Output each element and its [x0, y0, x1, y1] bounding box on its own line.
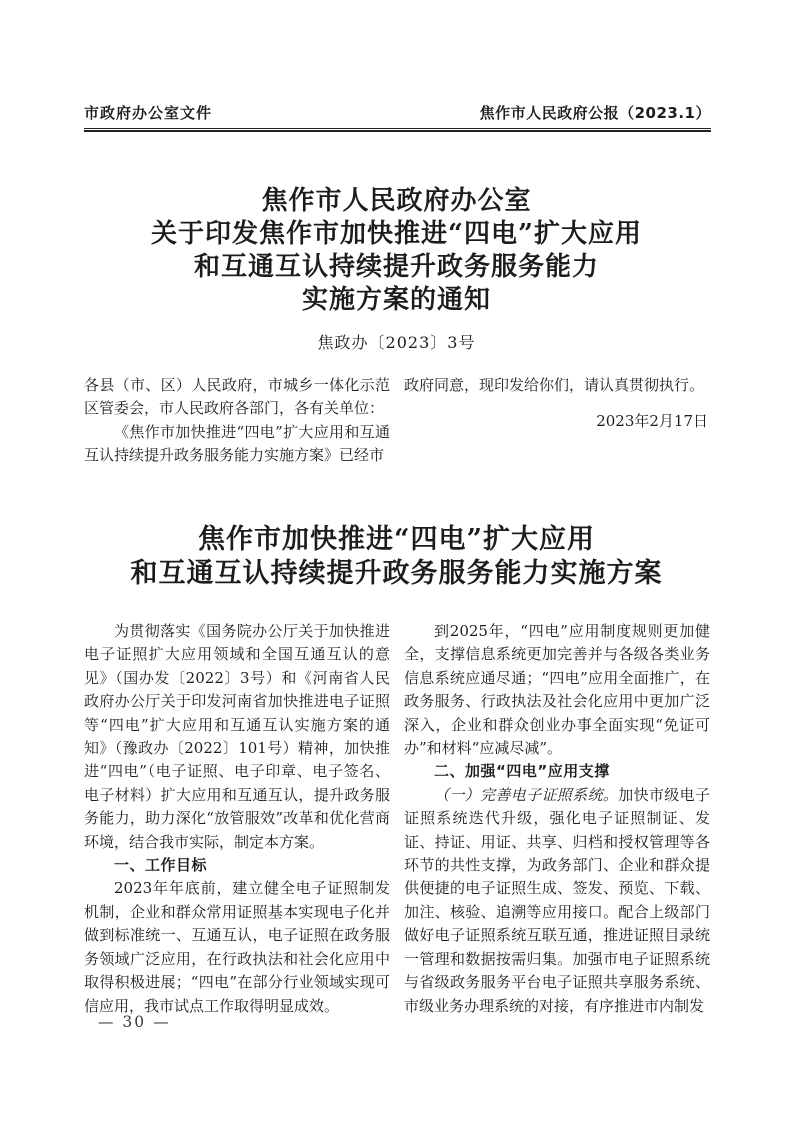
- plan-paragraph-3: 到2025年，“四电”应用制度规则更加健全，支撑信息系统更加完善并与各级各类业务信息系统应通尽通；“四电”应用全面推广，在政务服务、行政执法及社会化应用中更加广泛深入，企业和群众创业办事全面实现“免证可办”和材料“应减尽减”。: [404, 622, 710, 758]
- notice-title-line-1: 焦作市人民政府办公室: [261, 186, 532, 216]
- plan-title-line-2: 和互通互认持续提升政务服务能力实施方案: [130, 558, 663, 589]
- plan-title-line-1: 焦作市加快推进“四电”扩大应用: [197, 524, 596, 555]
- plan-left-column: [84, 620, 390, 1018]
- notice-title-line-2: 关于印发焦作市加快推进“四电”扩大应用: [151, 219, 642, 249]
- page-number: — 30 —: [98, 1013, 171, 1031]
- plan-paragraph-4: [404, 784, 710, 1018]
- notice-left-column: [84, 374, 390, 468]
- notice-title-line-3: 和互通互认持续提升政务服务能力: [193, 252, 599, 282]
- plan-section-heading-1: 一、工作目标: [114, 856, 208, 875]
- plan-section-heading-2: 二、加强“四电”应用支撑: [434, 762, 610, 781]
- notice-date: 2023年2月17日: [596, 412, 708, 431]
- header-divider: [84, 128, 711, 132]
- notice-salutation: 各县（市、区）人民政府，市城乡一体化示范区管委会，市人民政府各部门，各有关单位：: [84, 376, 390, 418]
- doc-number: 焦政办〔2023〕3号: [317, 333, 476, 352]
- plan-paragraph-4-lead: （一）完善电子证照系统。: [434, 785, 619, 804]
- header-left-label: 市政府办公室文件: [84, 104, 213, 122]
- plan-paragraph-4-rest: 加快市级电子证照系统迭代升级，强化电子证照制证、发证、持证、用证、共享、归档和授权管理等各环节的共性支撑，为政务部门、企业和群众提供便捷的电子证照生成、签发、预览、下载、加注、核验、追溯等应用接口。配合上级部门做好电子证照系统互联互通，推进证照目录统一管理和数据按需归集。加强市电子证照系统与省级政务服务平台电子证照共享服务系统、市级业务办理系统的对接，有序推进市内制发: [404, 785, 710, 1015]
- notice-title: [0, 185, 793, 317]
- notice-body-left: 《焦作市加快推进“四电”扩大应用和互通互认持续提升政务服务能力实施方案》已经市: [84, 422, 390, 465]
- plan-title: [0, 523, 793, 591]
- notice-right-column: [404, 374, 710, 434]
- plan-right-column: [404, 620, 710, 1018]
- notice-body-right: 政府同意，现印发给你们，请认真贯彻执行。: [404, 376, 705, 394]
- plan-paragraph-1: 为贯彻落实《国务院办公厅关于加快推进电子证照扩大应用领域和全国互通互认的意见》（国办发〔2022〕3号）和《河南省人民政府办公厅关于印发河南省加快推进电子证照等“四电”扩大应用和互通互认实施方案的通知》（豫政办〔2022〕101号）精神，加快推进“四电”（电子证照、电子印章、电子签名、电子材料）扩大应用和互通互认，提升政务服务能力，助力深化“放管服效”改革和优化营商环境，结合我市实际，制定本方案。: [84, 622, 390, 851]
- notice-title-line-4: 实施方案的通知: [301, 285, 491, 315]
- plan-paragraph-2: 2023年年底前，建立健全电子证照制发机制，企业和群众常用证照基本实现电子化并做到标准统一、互通互认，电子证照在政务服务领域广泛应用，在行政执法和社会化应用中取得积极进展；“四电”在部分行业领域实现可信应用，我市试点工作取得明显成效。: [84, 879, 390, 1015]
- header-right-label: 焦作市人民政府公报（2023.1）: [479, 104, 711, 122]
